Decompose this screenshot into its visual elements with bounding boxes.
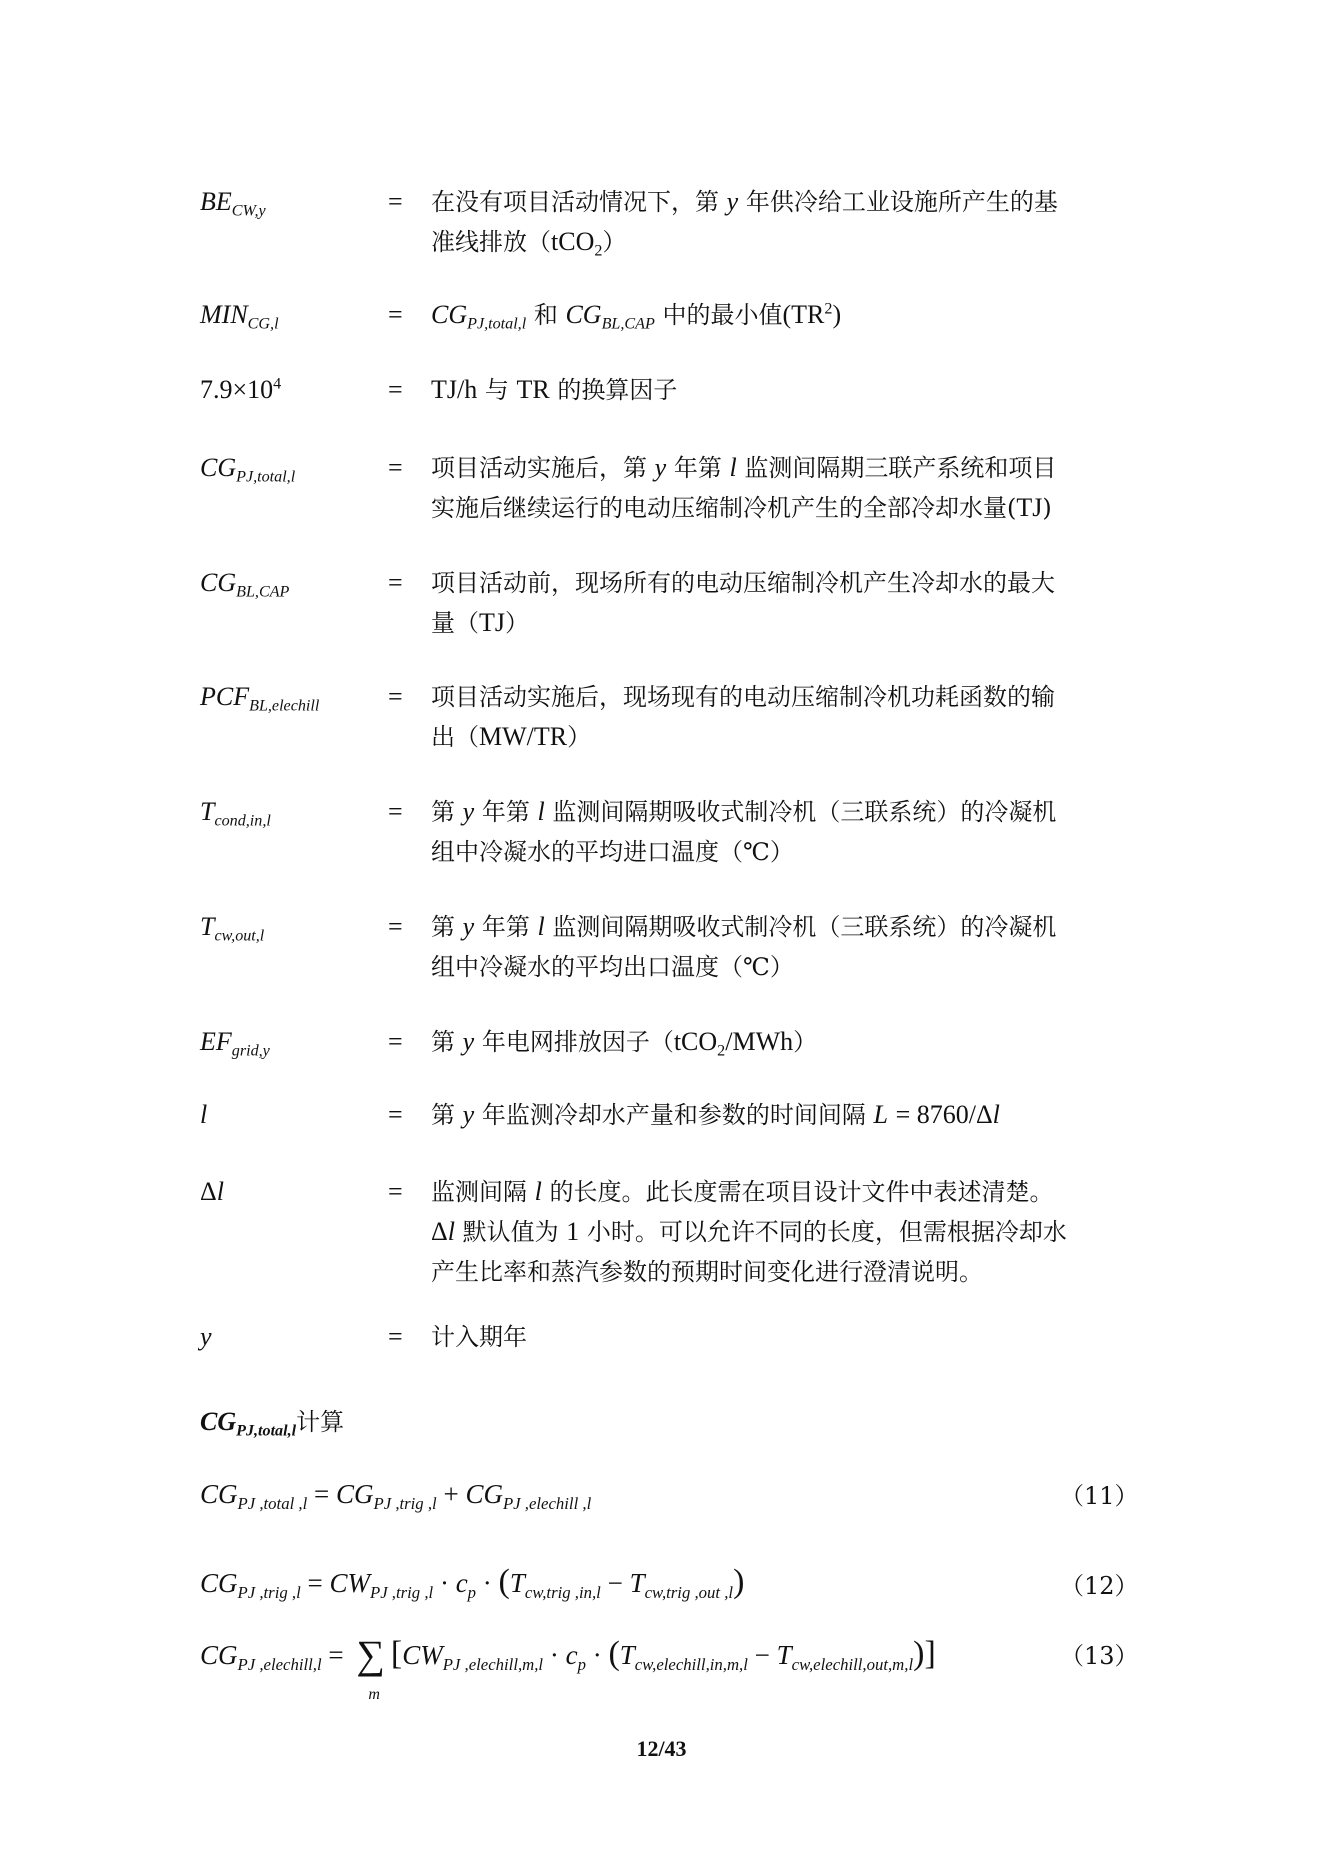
definition-description: 项目活动实施后，第 y 年第 l 监测间隔期三联产系统和项目 实施后继续运行的电动压缩制冷机产生的全部冷却水量(TJ) [431,453,1057,522]
equals-sign: = [388,453,403,482]
equation-number: （12） [1060,1572,1139,1600]
definition-symbol: $CG_{PJ,total,l}$ [200,453,296,486]
definition-symbol: $EF_{grid,y}$ [200,1027,270,1060]
definition-symbol: $BE_{CW,y}$ [200,187,266,220]
equals-sign: = [388,568,403,597]
definition-symbol: $MIN_{CG,l}$ [200,300,279,333]
definition-description: 项目活动实施后，现场现有的电动压缩制冷机功耗函数的输 出（MW/TR） [431,683,1055,751]
definition-description: TJ/h 与 TR 的换算因子 [431,375,678,404]
definition-description: 第 y 年第 l 监测间隔期吸收式制冷机（三联系统）的冷凝机 组中冷凝水的平均进口温度（℃） [431,797,1057,866]
equals-sign: = [388,1027,403,1056]
definition-symbol: $T_{cond,in,l}$ [200,797,271,830]
definition-description: 第 y 年电网排放因子（tCO$_2$/MWh） [431,1027,818,1060]
equals-sign: = [388,797,403,826]
definition-description: 计入期年 [431,1323,527,1351]
equation: $CG_{PJ ,elechill,l}$ = ∑ m $[CW_{PJ ,elechill,m,l} \cdot c_p \cdot (T_{cw,elechill,in,m,l} - T_{cw,elechill,out,m,l})]$ [200,1631,936,1703]
equation: $CG_{PJ ,trig ,l} = CW_{PJ ,trig ,l} \cdot c_p \cdot (T_{cw,trig ,in,l} - T_{cw,trig ,out ,l})$ [200,1563,745,1602]
definition-symbol: $CG_{BL,CAP}$ [200,568,290,601]
equals-sign: = [388,912,403,941]
equals-sign: = [388,1177,403,1206]
equation: $CG_{PJ ,total ,l} = CG_{PJ ,trig ,l} + CG_{PJ ,elechill ,l}$ [200,1479,592,1513]
equation-number: （13） [1060,1642,1139,1670]
definition-description: 项目活动前，现场所有的电动压缩制冷机产生冷却水的最大 量（TJ） [431,569,1055,637]
definition-description: 监测间隔 l 的长度。此长度需在项目设计文件中表述清楚。 Δl 默认值为 1 小时。可以允许不同的长度，但需根据冷却水 产生比率和蒸汽参数的预期时间变化进行澄清说明。 [431,1177,1067,1286]
page-number: 12/43 [636,1736,687,1761]
equals-sign: = [388,375,403,404]
equals-sign: = [388,187,403,216]
definition-symbol: $T_{cw,out,l}$ [200,912,265,945]
heading-text: 计算 [296,1408,345,1436]
definition-description: 在没有项目活动情况下，第 y 年供冷给工业设施所产生的基 准线排放（tCO$_2$） [431,187,1058,260]
definition-symbol: $PCF_{BL,elechill}$ [200,682,320,715]
equals-sign: = [388,1322,403,1351]
definition-description: 第 y 年监测冷却水产量和参数的时间间隔 L = 8760/Δl [431,1100,1000,1129]
definition-symbol: $7.9\times 10^4$ [200,375,282,404]
equals-sign: = [388,682,403,711]
section-heading [200,1402,344,1442]
definition-symbol: y [200,1322,212,1351]
equals-sign: = [388,1100,403,1129]
equals-sign: = [388,300,403,329]
heading-symbol: $CG_{PJ,total,l}$ [200,1407,297,1440]
definition-symbol: l [200,1100,208,1129]
equation-number: （11） [1060,1482,1139,1510]
definition-symbol: Δl [200,1177,224,1206]
definition-description: 第 y 年第 l 监测间隔期吸收式制冷机（三联系统）的冷凝机 组中冷凝水的平均出口温度（℃） [431,912,1057,981]
definition-description: $CG_{PJ,total,l}$ 和 $CG_{BL,CAP}$ 中的最小值$(TR^2)$ [431,300,842,333]
